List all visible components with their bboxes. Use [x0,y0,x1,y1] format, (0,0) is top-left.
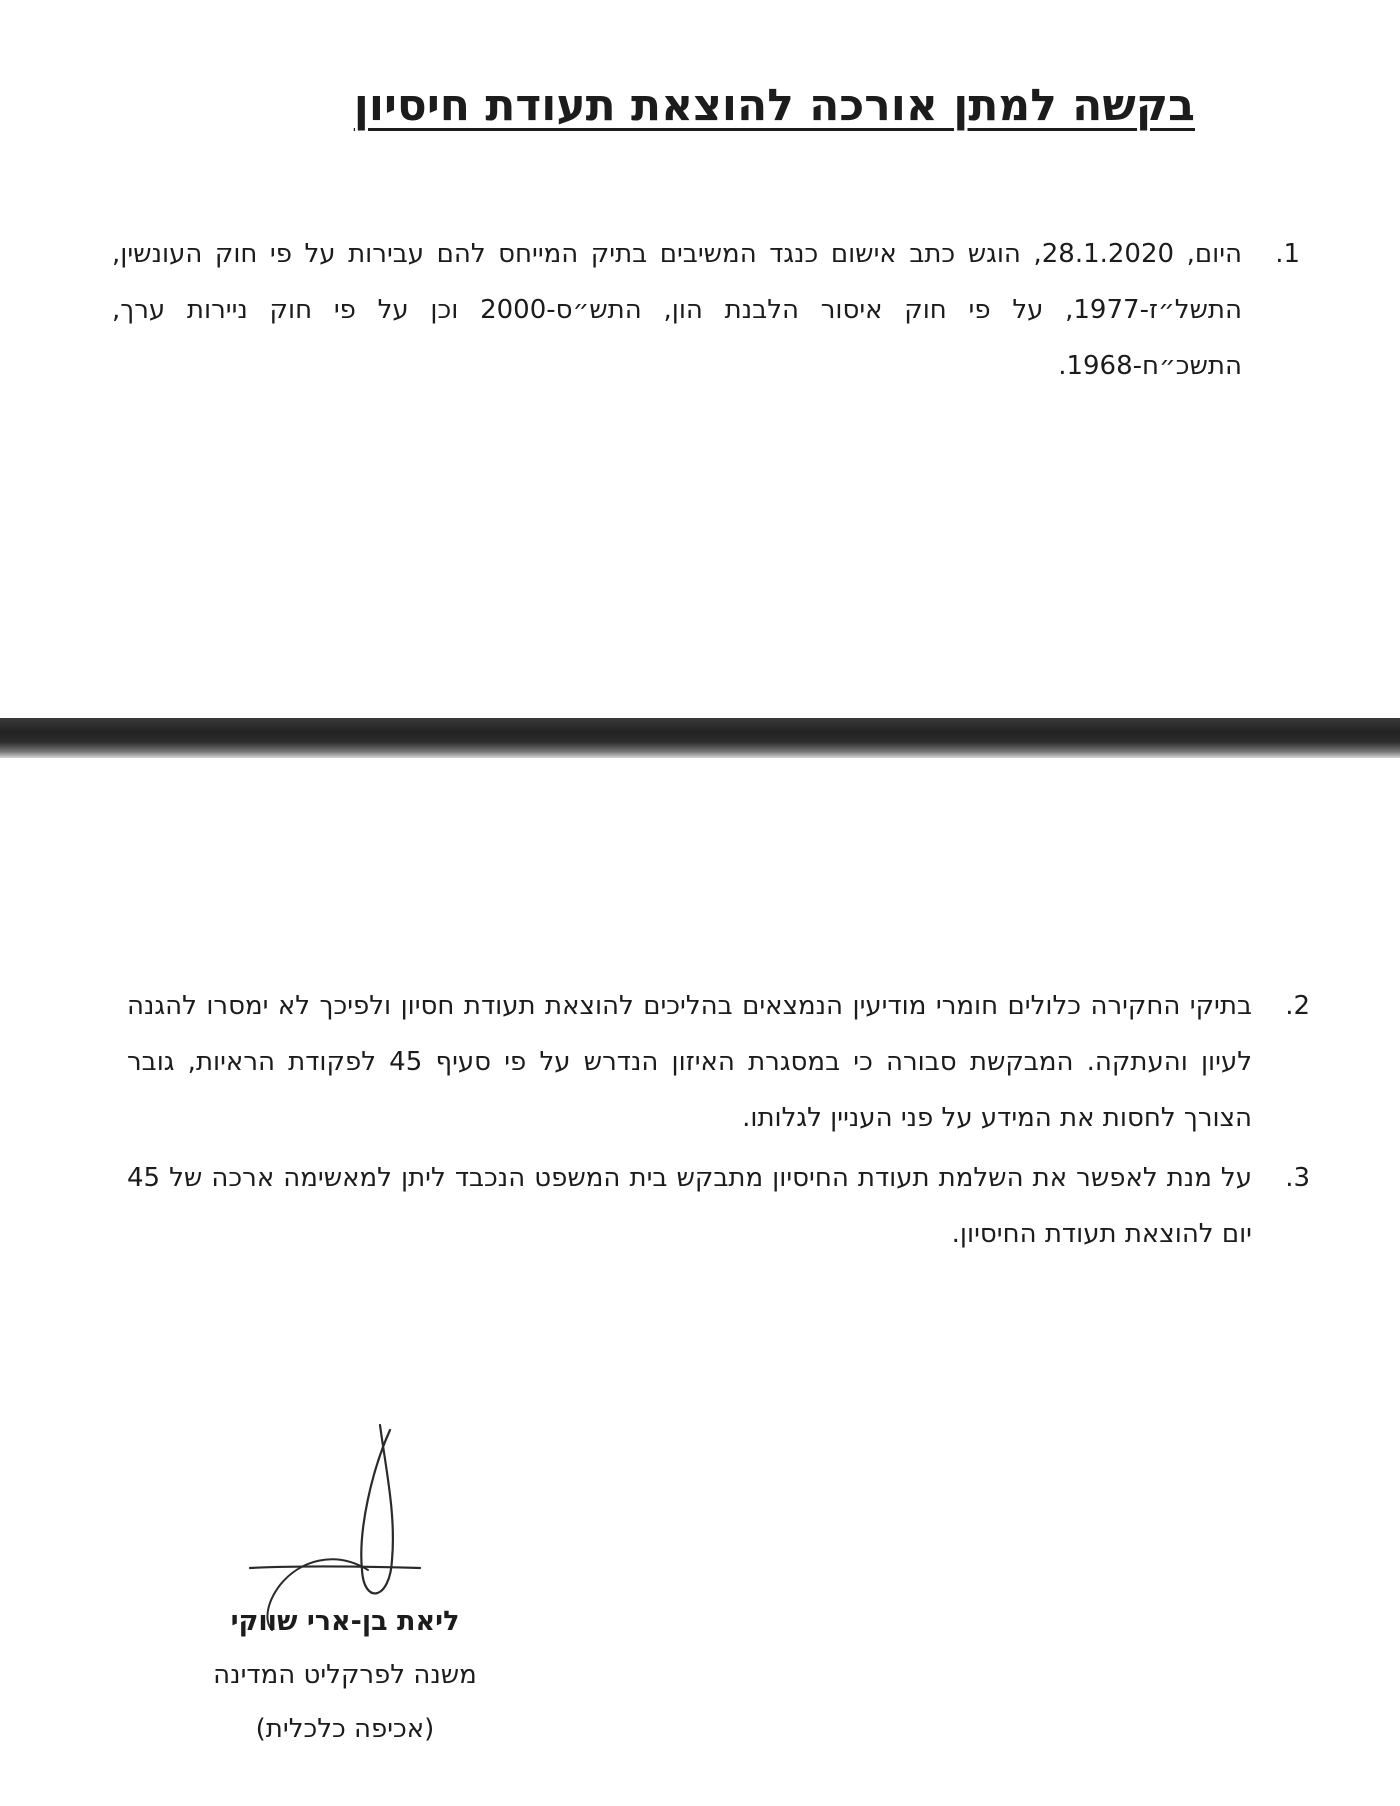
signer-role: משנה לפרקליט המדינה [213,1660,477,1690]
paragraph-1 [112,226,1300,394]
signer-name: ליאת בן-ארי שווקי [230,1606,460,1637]
paragraph-2 [127,978,1310,1146]
document-title: בקשה למתן אורכה להוצאת תעודת חיסיון [353,80,1195,131]
paragraph-2-number: 2. [1285,991,1310,1021]
paragraph-3-text: על מנת לאפשר את השלמת תעודת החיסיון מתבקש בית המשפט הנכבד ליתן למאשימה ארכה של 45 יום להוצאת תעודת החיסיון. [127,1163,1252,1249]
signer-department: (אכיפה כלכלית) [255,1714,435,1744]
paragraph-3 [127,1150,1310,1262]
scan-fold-divider [0,718,1400,758]
paragraph-2-text: בתיקי החקירה כלולים חומרי מודיעין הנמצאים בהליכים להוצאת תעודת חסיון ולפיכך לא ימסרו להגנה לעיון והעתקה. המבקשת סבורה כי במסגרת האיזון הנדרש על פי סעיף 45 לפקודת הראיות, גובר הצורך לחסות את המידע על פני העניין לגלותו. [127,991,1253,1133]
page-lower-section [0,758,1400,1806]
paragraph-1-text: היום, 28.1.2020, הוגש כתב אישום כנגד המשיבים בתיק המייחס להם עבירות על פי חוק העונשין, התשל״ז-1977, על פי חוק איסור הלבנת הון, התש״ס-2000 וכן על פי חוק ניירות ערך, התשכ״ח-1968. [112,239,1242,381]
paragraph-3-number: 3. [1285,1163,1310,1193]
paragraph-1-number: 1. [1275,239,1300,269]
